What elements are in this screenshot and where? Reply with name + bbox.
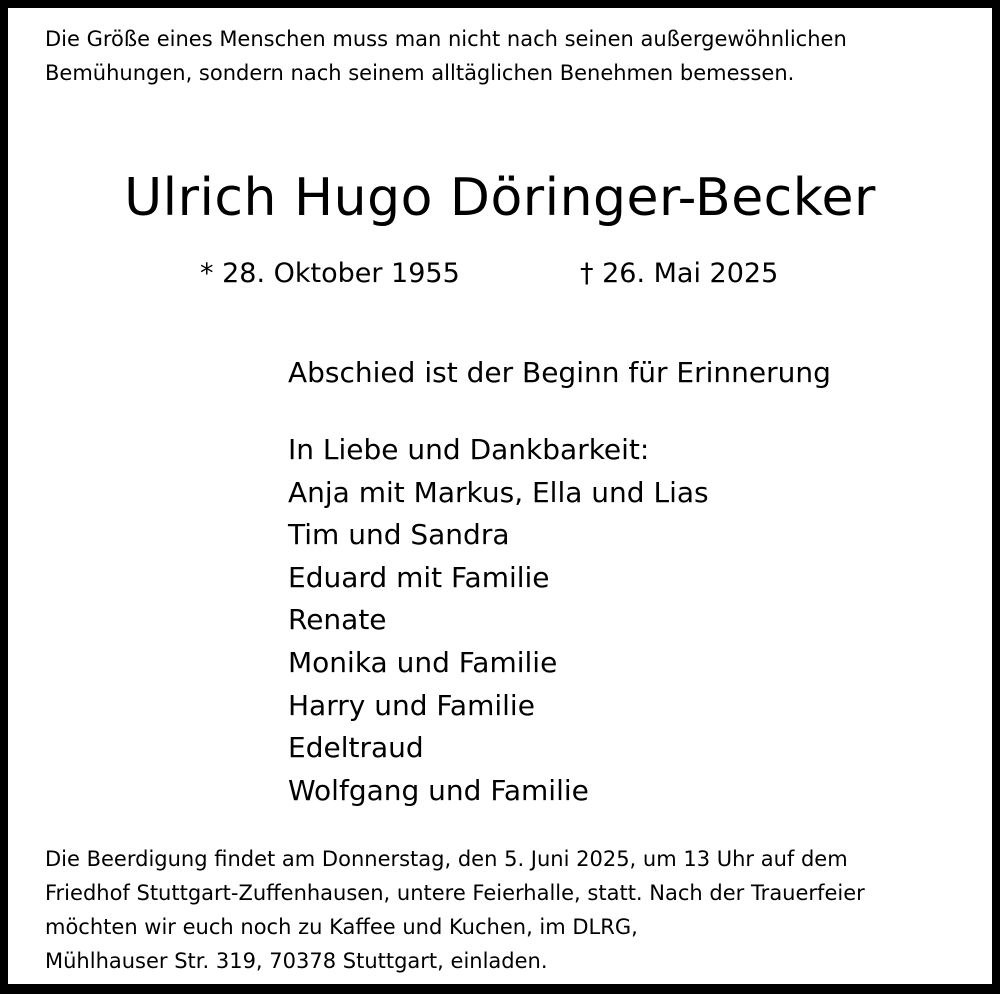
- funeral-line: Die Beerdigung findet am Donnerstag, den 5. Juni 2025, um 13 Uhr auf dem: [45, 847, 848, 871]
- deceased-name: Ulrich Hugo Döringer-Becker: [124, 168, 876, 228]
- funeral-details: [45, 842, 985, 978]
- mourners-intro: In Liebe und Dankbarkeit:: [288, 433, 650, 466]
- mourners-list: [288, 429, 709, 812]
- quote-line: Bemühungen, sondern nach seinem alltäglichen Benehmen bemessen.: [45, 61, 795, 85]
- funeral-line: Mühlhauser Str. 319, 70378 Stuttgart, einladen.: [45, 949, 548, 973]
- mourner-item: Harry und Familie: [288, 688, 535, 722]
- mourner-item: Eduard mit Familie: [288, 560, 550, 594]
- funeral-line: Friedhof Stuttgart-Zuffenhausen, untere Feierhalle, statt. Nach der Trauerfeier: [45, 881, 865, 905]
- mourner-item: Wolfgang und Familie: [288, 773, 589, 807]
- mourner-item: Renate: [288, 603, 387, 637]
- opening-quote: [45, 22, 985, 90]
- mourner-item: Edeltraud: [288, 731, 424, 765]
- quote-line: Die Größe eines Menschen muss man nicht nach seinen außergewöhnlichen: [45, 27, 847, 51]
- mourner-item: Anja mit Markus, Ella und Lias: [288, 475, 709, 509]
- obituary-card: [8, 8, 992, 984]
- mourner-item: Monika und Familie: [288, 645, 558, 679]
- motto: Abschied ist der Beginn für Erinnerung: [288, 356, 831, 389]
- funeral-line: möchten wir euch noch zu Kaffee und Kuchen, im DLRG,: [45, 915, 638, 939]
- birth-date: * 28. Oktober 1955: [200, 258, 460, 289]
- mourner-item: Tim und Sandra: [288, 518, 510, 552]
- death-date: † 26. Mai 2025: [580, 258, 779, 289]
